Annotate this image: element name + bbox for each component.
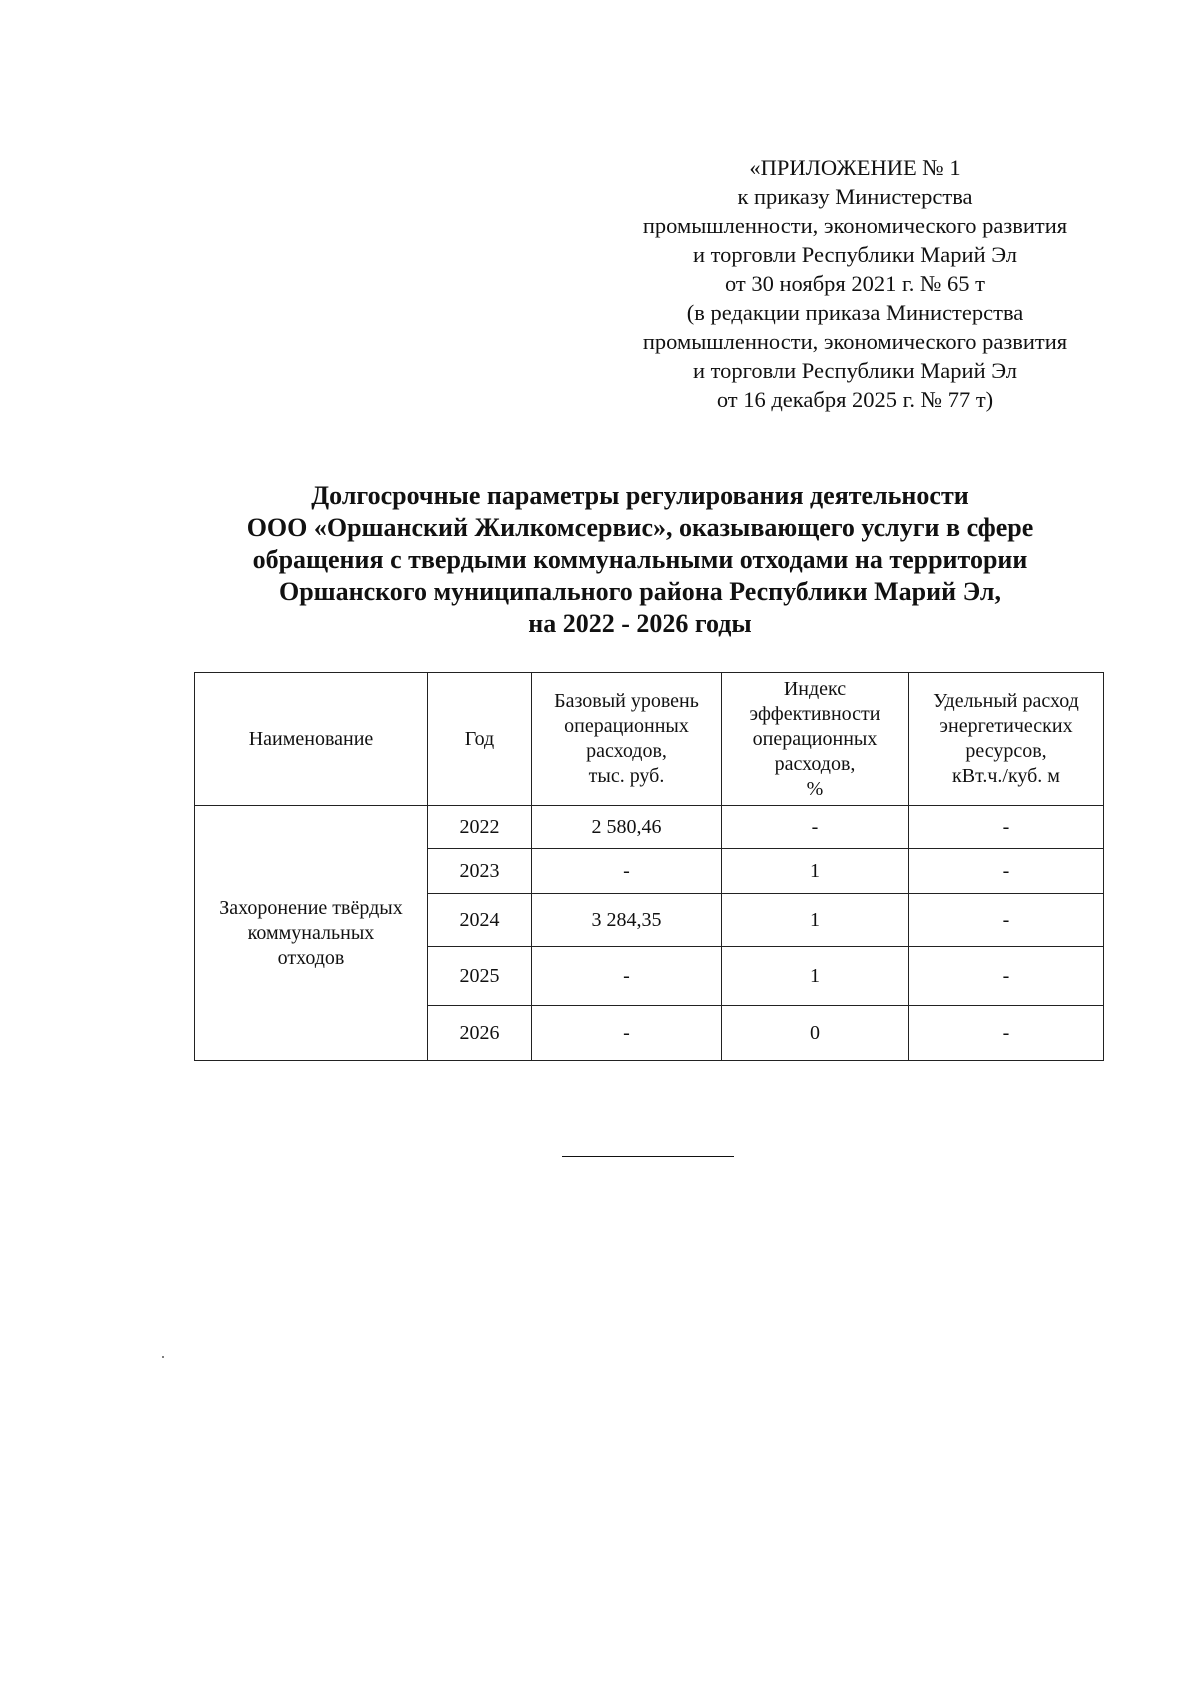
title-line: ООО «Оршанский Жилкомсервис», оказывающего услуги в сфере <box>246 513 1034 542</box>
specific-cell: - <box>909 849 1104 894</box>
year-cell: 2022 <box>428 806 532 849</box>
appendix-line: (в редакции приказа Министерства <box>686 300 1024 325</box>
header-base-level: Базовый уровень операционных расходов, тыс. руб. <box>532 673 722 806</box>
base-cell: 3 284,35 <box>532 894 722 947</box>
index-cell: 0 <box>722 1006 909 1061</box>
appendix-line: к приказу Министерства <box>737 184 973 209</box>
header-name: Наименование <box>195 673 428 806</box>
year-cell: 2023 <box>428 849 532 894</box>
end-rule <box>562 1156 734 1157</box>
year-cell: 2026 <box>428 1006 532 1061</box>
index-cell: - <box>722 806 909 849</box>
header-year: Год <box>428 673 532 806</box>
base-cell: - <box>532 1006 722 1061</box>
scan-speck <box>162 1356 164 1358</box>
base-cell: - <box>532 947 722 1006</box>
header-specific-consumption: Удельный расход энергетических ресурсов, кВт.ч./куб. м <box>909 673 1104 806</box>
appendix-line: «ПРИЛОЖЕНИЕ № 1 <box>749 155 961 180</box>
index-cell: 1 <box>722 947 909 1006</box>
specific-cell: - <box>909 1006 1104 1061</box>
appendix-line: и торговли Республики Марий Эл <box>692 358 1018 383</box>
appendix-header <box>610 153 1100 414</box>
appendix-line: и торговли Республики Марий Эл <box>692 242 1018 267</box>
specific-cell: - <box>909 894 1104 947</box>
title-line: Долгосрочные параметры регулирования деятельности <box>311 481 969 510</box>
title-line: на 2022 - 2026 годы <box>528 609 752 638</box>
appendix-line: промышленности, экономического развития <box>642 213 1068 238</box>
base-cell: 2 580,46 <box>532 806 722 849</box>
title-line: обращения с твердыми коммунальными отходами на территории <box>252 545 1028 574</box>
appendix-line: промышленности, экономического развития <box>642 329 1068 354</box>
base-cell: - <box>532 849 722 894</box>
specific-cell: - <box>909 806 1104 849</box>
specific-cell: - <box>909 947 1104 1006</box>
year-cell: 2024 <box>428 894 532 947</box>
appendix-line: от 30 ноября 2021 г. № 65 т <box>724 271 986 296</box>
header-efficiency-index: Индекс эффективности операционных расходов, % <box>722 673 909 806</box>
title-line: Оршанского муниципального района Республики Марий Эл, <box>279 577 1001 606</box>
table-header-row <box>195 673 1104 806</box>
parameters-table <box>194 672 1104 1061</box>
index-cell: 1 <box>722 894 909 947</box>
table-row <box>195 806 1104 849</box>
row-name-cell: Захоронение твёрдых коммунальных отходов <box>195 806 428 1061</box>
appendix-line: от 16 декабря 2025 г. № 77 т) <box>716 387 994 412</box>
year-cell: 2025 <box>428 947 532 1006</box>
document-title <box>180 480 1100 640</box>
index-cell: 1 <box>722 849 909 894</box>
